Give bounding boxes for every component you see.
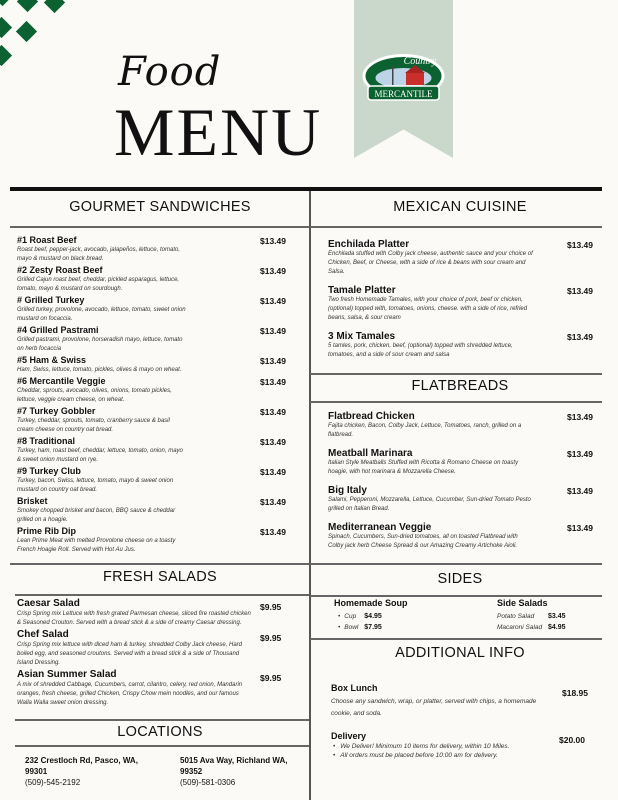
menu-item — [17, 376, 292, 405]
box-lunch-title: Box Lunch — [331, 683, 378, 693]
item-name: Caesar Salad — [17, 598, 80, 609]
address-line: 5015 Ava Way, Richland WA, — [180, 756, 288, 765]
menu-item — [17, 466, 292, 495]
item-description: 5 tamles, pork, chicken, beef, (optional) topped with shredded lettuce, tomatoes, and a side of sour cream and salsa — [328, 343, 513, 358]
divider — [310, 226, 602, 228]
item-description: Turkey, bacon, Swiss, lettuce, tomato, mayo & sweet onion mustard on country oat bread. — [17, 478, 174, 493]
item-description: Salami, Pepperoni, Mozzarella, Lettuce, Cucumber, Sun-dried Tomato Pesto grilled on Italian Bread. — [328, 497, 531, 512]
column-divider — [309, 191, 311, 800]
menu-item — [17, 265, 292, 294]
heading-flatbreads: FLATBREADS — [411, 378, 509, 394]
item-name: #7 Turkey Gobbler — [17, 406, 96, 416]
divider — [310, 595, 602, 597]
item-price: $13.49 — [260, 377, 286, 387]
menu-item — [17, 436, 292, 465]
svg-text:MERCANTILE: MERCANTILE — [374, 89, 433, 99]
option-price: $4.95 — [364, 613, 382, 620]
box-lunch — [331, 683, 541, 720]
heading-gourmet-sandwiches: GOURMET SANDWICHES — [69, 199, 251, 215]
item-description: Crisp Spring mix lettuce with diced ham & turkey, shredded Colby Jack cheese, Hard boiled egg, and seasoned croutons. Served with a bread stick & a side of Thousand Island Dressing. — [17, 642, 242, 666]
item-name: 3 Mix Tamales — [328, 331, 396, 342]
item-description: A mix of shredded Cabbage, Cucumbers, carrot, cilantro, celery, red onion, Mandarin oranges, fresh cheese, grilled Chicken, Crispy Chow mein noodles, and our famous Walla Walla sweet onion dressing. — [17, 682, 243, 706]
header-divider — [10, 187, 602, 191]
item-description: Smokey chopped brisket and bacon, BBQ sauce & cheddar grilled on a hoagie. — [17, 508, 176, 523]
option-price: $7.95 — [364, 624, 382, 631]
menu-item — [328, 331, 603, 360]
item-price: $13.49 — [567, 412, 593, 422]
side-salads-block — [497, 598, 566, 633]
title-script: Food — [118, 49, 222, 95]
box-lunch-desc: Choose any sandwich, wrap, or platter, served with chips, a homemade cookie, and soda. — [331, 698, 537, 717]
menu-item — [17, 496, 292, 525]
option-price: $4.95 — [548, 624, 566, 631]
address-line: 232 Crestloch Rd, Pasco, WA, — [25, 756, 138, 765]
divider — [310, 638, 602, 640]
menu-item — [328, 285, 603, 323]
item-price: $13.49 — [567, 332, 593, 342]
item-description: Turkey, ham, roast beef, cheddar, lettuce, tomato, onion, mayo & sweet onion mustard on rye. — [17, 448, 183, 463]
item-description: Grilled pastrami, provolone, horseradish mayo, lettuce, tomato on herb focaccia — [17, 337, 183, 352]
menu-item — [17, 235, 292, 264]
item-name: #9 Turkey Club — [17, 466, 81, 476]
delivery-note: All orders must be placed before 10:00 am for delivery. — [340, 752, 498, 759]
delivery-note: We Deliver! Minimum 10 items for delivery, within 10 Miles. — [340, 743, 510, 750]
divider — [15, 745, 309, 747]
item-price: $13.49 — [260, 266, 286, 276]
item-description: Roast beef, pepper-jack, avocado, jalapeños, lettuce, tomato, mayo & mustard on black bread. — [17, 247, 180, 262]
item-name: Mediterranean Veggie — [328, 522, 432, 533]
item-name: Meatball Marinara — [328, 448, 413, 459]
sandwich-list — [17, 235, 292, 556]
item-description: Two fresh Homemade Tamales, with your choice of pork, beef or chicken, (optional) topped with, tomatoes, onions, cheese. with a side of rice, refried beans, salsa, & sour cream — [328, 297, 528, 321]
menu-item — [17, 406, 292, 435]
item-name: #8 Traditional — [17, 436, 76, 446]
item-description: Spinach, Cucumbers, Sun-dried tomatoes, all on toasted Flatbread with Colby jack herb Cheese Spread & our Amazing Creamy Artichoke Aioli. — [328, 534, 518, 549]
divider — [310, 563, 602, 565]
item-description: Cheddar, sprouts, avocado, olives, onions, tomato pickles, lettuce, veggie cream cheese, on wheat. — [17, 388, 172, 403]
delivery: Delivery • We Deliver! Minimum 10 items for delivery, within 10 Miles. • All orders must be placed before 10:00 am for delivery. — [331, 731, 551, 760]
heading-locations: LOCATIONS — [117, 724, 203, 740]
item-price: $13.49 — [260, 527, 286, 537]
salad-list — [17, 598, 292, 709]
option-price: $3.45 — [548, 613, 566, 620]
item-name: Chef Salad — [17, 629, 69, 640]
item-price: $13.49 — [567, 240, 593, 250]
item-name: #5 Ham & Swiss — [17, 355, 87, 365]
item-price: $13.49 — [260, 236, 286, 246]
item-price: $13.49 — [567, 486, 593, 496]
title-main: MENU — [114, 94, 323, 170]
menu-item — [17, 295, 292, 324]
item-description: Enchilada stuffed with Colby jack cheese, authentic sauce and your choice of Chicken, Beef, or Cheese, with a side of rice & beans with sour cream and Salsa. — [328, 251, 533, 275]
heading-additional-info: ADDITIONAL INFO — [395, 645, 525, 661]
item-price: $13.49 — [567, 286, 593, 296]
item-description: Crisp Spring mix Lettuce with fresh grated Parmesan cheese, sliced fire roasted chicken & Seasoned Crouton. Served with a bread stick & a side of creamy Caesar dressing. — [17, 611, 251, 626]
item-name: Prime Rib Dip — [17, 526, 77, 536]
option-label: Potato Salad — [497, 613, 535, 620]
item-price: $13.49 — [260, 407, 286, 417]
item-name: #4 Grilled Pastrami — [17, 325, 99, 335]
heading-fresh-salads: FRESH SALADS — [103, 569, 217, 585]
item-name: Enchilada Platter — [328, 239, 410, 250]
item-price: $13.49 — [567, 523, 593, 533]
soup-block — [334, 598, 408, 633]
box-lunch-price: $18.95 — [562, 688, 588, 698]
item-price: $13.49 — [260, 326, 286, 336]
menu-item — [17, 629, 292, 668]
item-description: Ham, Swiss, lettuce, tomato, pickles, olives & mayo on wheat. — [17, 367, 182, 373]
menu-item — [17, 669, 292, 708]
item-description: Grilled Cajun roast beef, cheddar, pickled asparagus, lettuce, tomato, mayo & mustard on sourdough. — [17, 277, 180, 292]
soup-option: • Bowl $7.95 — [338, 624, 382, 631]
item-description: Fajita chicken, Bacon, Colby Jack, Lettuce, Tomatoes, ranch, grilled on a flatbread. — [328, 423, 522, 438]
zip: 99352 — [180, 767, 203, 776]
menu-item — [17, 526, 292, 555]
location-pasco — [25, 755, 138, 788]
item-name: # Grilled Turkey — [17, 295, 85, 305]
soup-title: Homemade Soup — [334, 598, 408, 608]
item-name: #1 Roast Beef — [17, 235, 77, 245]
side-salads-title: Side Salads — [497, 598, 548, 608]
location-richland — [180, 755, 287, 788]
menu-item — [17, 325, 292, 354]
soup-option: • Cup $4.95 — [338, 613, 382, 620]
item-price: $13.49 — [260, 296, 286, 306]
item-price: $13.49 — [260, 356, 286, 366]
menu-item — [328, 411, 603, 440]
item-name: #6 Mercantile Veggie — [17, 376, 106, 386]
divider — [10, 563, 309, 565]
menu-item — [328, 522, 603, 551]
item-description: Turkey, cheddar, sprouts, tomato, cranberry sauce & basil cream cheese on country oat bread. — [17, 418, 170, 433]
menu-item — [328, 448, 603, 477]
option-label: Cup — [344, 613, 357, 620]
menu-item — [17, 355, 292, 375]
delivery-title: Delivery — [331, 731, 367, 741]
heading-sides: SIDES — [437, 571, 483, 587]
divider — [310, 401, 602, 403]
zip: 99301 — [25, 767, 48, 776]
option-label: Macaroni Salad — [497, 624, 543, 631]
item-name: Asian Summer Salad — [17, 669, 117, 680]
heading-mexican-cuisine: MEXICAN CUISINE — [393, 199, 527, 215]
item-name: Big Italy — [328, 485, 367, 496]
mexican-list — [328, 239, 603, 368]
item-description: Italian Style Meatballs Stuffed with Ricotta & Romano Cheese on toasty hoagie, with hot marinara & Mozzarella Cheese. — [328, 460, 519, 475]
item-price: $13.49 — [260, 497, 286, 507]
item-name: #2 Zesty Roast Beef — [17, 265, 103, 275]
item-price: $9.95 — [260, 673, 282, 683]
item-price: $9.95 — [260, 633, 282, 643]
item-description: Lean Prime Meat with melted Provolone cheese on a toasty French Hoagie Roll. Served with Hot Au Jus. — [17, 538, 176, 553]
divider — [15, 719, 309, 721]
divider — [15, 594, 309, 596]
divider — [10, 226, 309, 228]
item-name: Brisket — [17, 496, 48, 506]
phone: (509)-545-2192 — [25, 778, 81, 787]
item-price: $13.49 — [260, 467, 286, 477]
item-price: $9.95 — [260, 602, 282, 612]
divider — [310, 373, 602, 375]
country-mercantile-logo — [362, 52, 445, 104]
item-name: Tamale Platter — [328, 285, 396, 296]
option-label: Bowl — [344, 624, 359, 631]
item-price: $13.49 — [567, 449, 593, 459]
menu-item — [17, 598, 292, 628]
menu-item — [328, 239, 603, 277]
menu-item — [328, 485, 603, 514]
phone: (509)-581-0306 — [180, 778, 236, 787]
delivery-price: $20.00 — [559, 735, 585, 745]
item-name: Flatbread Chicken — [328, 411, 415, 422]
item-price: $13.49 — [260, 437, 286, 447]
svg-text:Country: Country — [403, 56, 437, 67]
flatbread-list — [328, 411, 603, 559]
item-description: Grilled turkey, provolone, avocado, lettuce, tomato, sweet onion mustard on focaccia. — [17, 307, 186, 322]
